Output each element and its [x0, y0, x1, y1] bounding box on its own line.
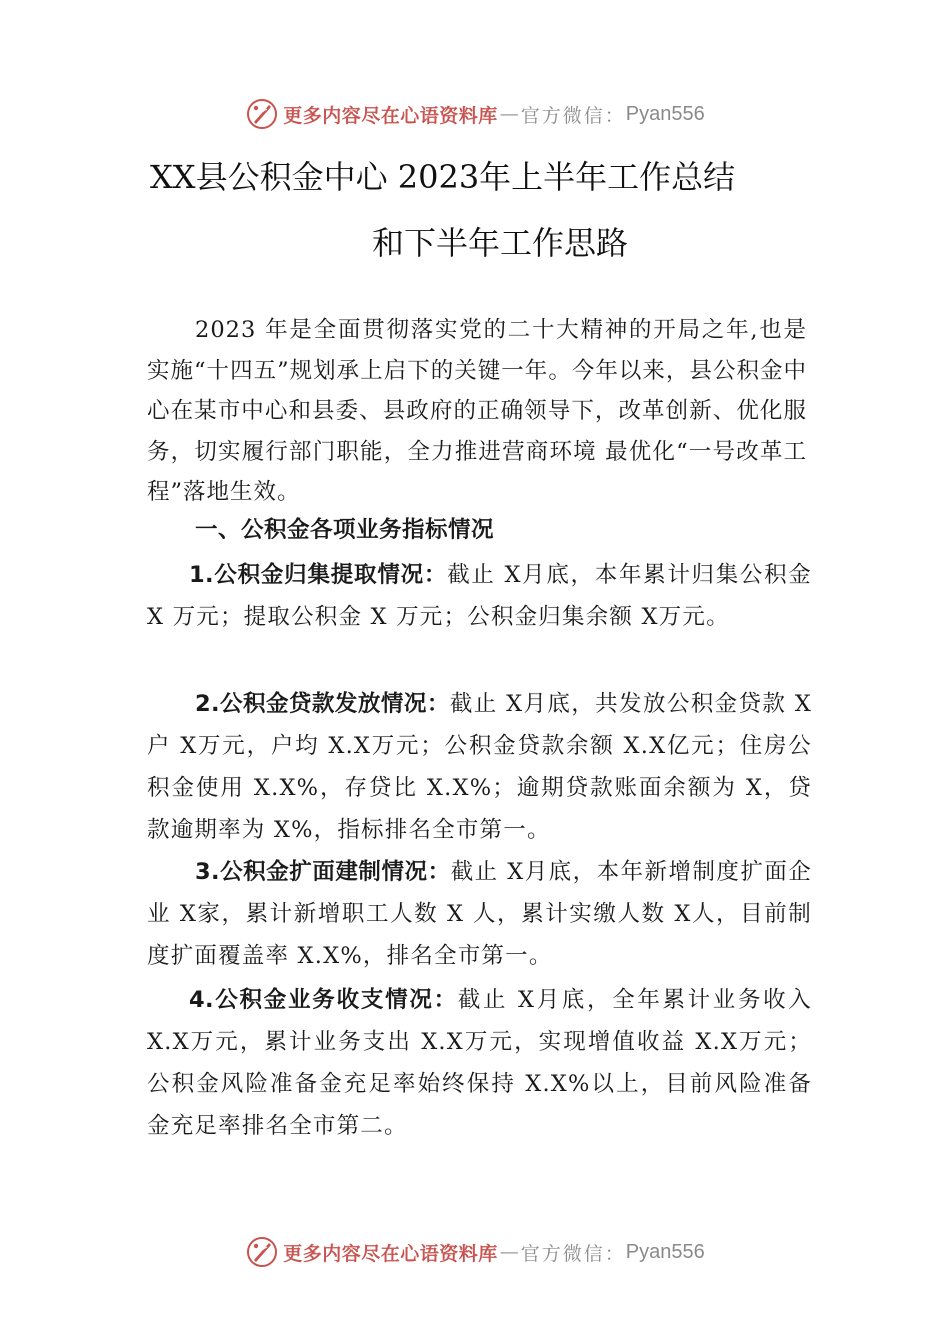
watermark-wechat-label: 官方微信：	[520, 104, 626, 127]
list-item	[147, 554, 812, 638]
intro-paragraph: 2023 年是全面贯彻落实党的二十大精神的开局之年,也是实施“十四五”规划承上启下的关键一年。今年以来，县公积金中心在某市中心和县委、县政府的正确领导下，改革创新、优化服务，切实履行部门职能，全力推进营商环境 最优化“一号改革工程”落地生效。	[147, 317, 807, 505]
watermark-brand: 更多内容尽在心语资料库	[283, 1242, 498, 1265]
item-lead: 3.公积金扩面建制情况：	[195, 859, 451, 885]
quill-seal-icon	[245, 1235, 279, 1269]
item-text: 截止 X月底，本年新增制度扩面企业 X家，累计新增职工人数 X 人，累计实缴人数 X人，目前制度扩面覆盖率 X.X%，排名全市第一。	[147, 859, 812, 969]
item-lead: 4.公积金业务收支情况：	[189, 987, 458, 1013]
item-lead: 2.公积金贷款发放情况：	[195, 691, 450, 717]
item-text: 截止 X月底，本年累计归集公积金 X 万元；提取公积金 X 万元；公积金归集余额 X万元。	[147, 562, 812, 630]
watermark-wechat-label: 官方微信：	[520, 1242, 626, 1265]
section-heading: 一、公积金各项业务指标情况	[195, 517, 495, 543]
quill-seal-icon	[245, 97, 279, 131]
list-item	[147, 851, 812, 977]
watermark-separator: —	[499, 1241, 519, 1263]
watermark-separator: —	[499, 103, 519, 125]
watermark-banner-bottom	[0, 1232, 950, 1272]
list-item	[147, 683, 812, 851]
item-text: 截止 X月底，共发放公积金贷款 X户 X万元，户均 X.X万元；公积金贷款余额 X.X亿元；住房公积金使用 X.X%，存贷比 X.X%；逾期贷款账面余额为 X，贷款逾期率为 X%，指标排名全市第一。	[147, 691, 812, 843]
item-text: 截止 X月底，全年累计业务收入 X.X万元，累计业务支出 X.X万元，实现增值收益 X.X万元；公积金风险准备金充足率始终保持 X.X%以上，目前风险准备金充足率排名全市第二。	[147, 987, 812, 1139]
watermark-banner-top	[0, 94, 950, 134]
item-lead: 1.公积金归集提取情况：	[189, 562, 448, 588]
list-item	[147, 979, 812, 1147]
watermark-wechat-id: Pyan556	[625, 1240, 705, 1263]
document-title-line2: 和下半年工作思路	[372, 224, 629, 262]
document-title-line1: XX县公积金中心 2023年上半年工作总结	[150, 158, 736, 196]
watermark-brand: 更多内容尽在心语资料库	[283, 104, 498, 127]
watermark-wechat-id: Pyan556	[625, 102, 705, 125]
